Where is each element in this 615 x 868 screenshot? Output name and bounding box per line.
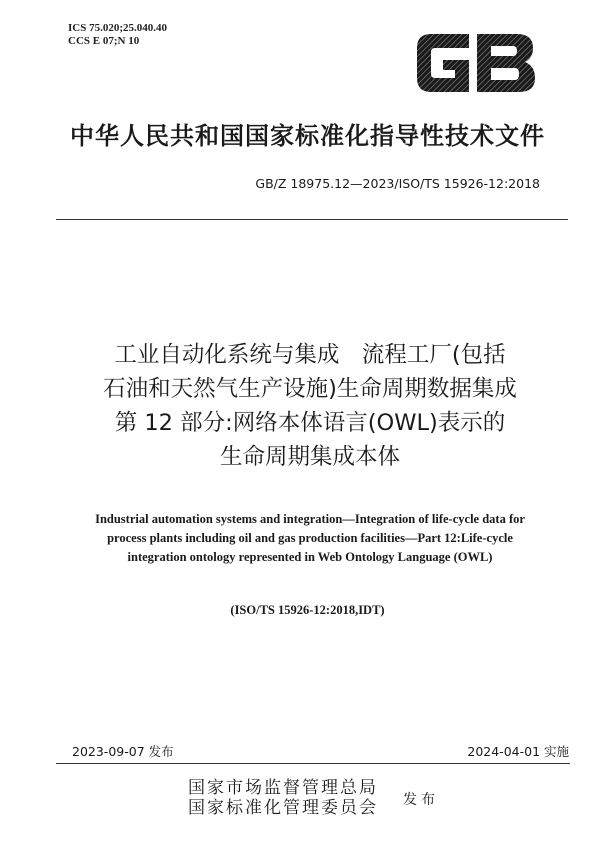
bottom-divider [56, 763, 570, 764]
chinese-title [40, 338, 580, 474]
english-title [40, 510, 580, 567]
gb-standard-logo [413, 32, 537, 94]
chinese-title-line: 生命周期集成本体 [219, 444, 400, 470]
logo-letter-b [477, 34, 535, 92]
publish-label: 发布 [403, 792, 439, 808]
english-title-line: process plants including oil and gas production facilities—Part 12:Life-cycle [107, 531, 513, 545]
chinese-title-line: 第 12 部分:网络本体语言(OWL)表示的 [114, 410, 506, 436]
adoption-notice: (ISO/TS 15926-12:2018,IDT) [230, 603, 385, 617]
issuing-agency-title: 中华人民共和国国家标准化指导性技术文件 [70, 122, 545, 150]
ccs-code: CCS E 07;N 10 [68, 35, 140, 47]
chinese-title-line: 石油和天然气生产设施)生命周期数据集成 [103, 376, 517, 402]
issuer-name: 国家标准化管理委员会 [188, 798, 378, 818]
issuer-name: 国家市场监督管理总局 [188, 778, 378, 798]
classification-codes [68, 22, 167, 48]
implementation-date: 2024-04-01 实施 [467, 744, 569, 759]
english-title-line: integration ontology represented in Web Ontology Language (OWL) [127, 550, 493, 564]
issue-date: 2023-09-07 发布 [72, 744, 174, 759]
chinese-title-line: 工业自动化系统与集成 流程工厂(包括 [114, 342, 506, 368]
document-number: GB/Z 18975.12—2023/ISO/TS 15926-12:2018 [255, 176, 540, 191]
logo-letter-g [417, 34, 469, 92]
top-divider [56, 219, 568, 220]
issuing-bodies [188, 778, 378, 818]
ics-code: ICS 75.020;25.040.40 [68, 22, 168, 34]
english-title-line: Industrial automation systems and integration—Integration of life-cycle data for [95, 512, 525, 526]
